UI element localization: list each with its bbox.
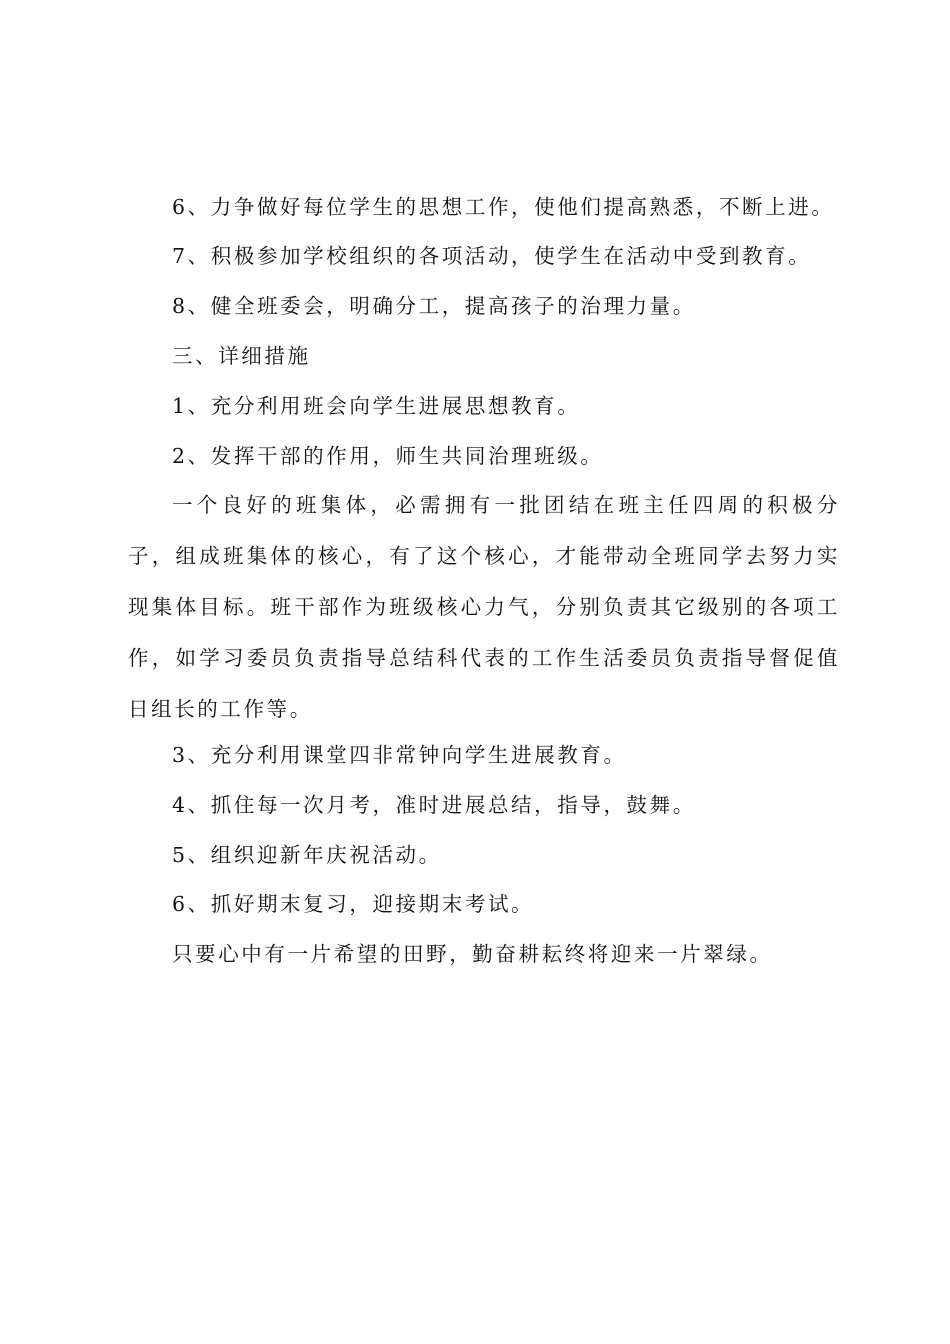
text-line-item-8: 8、健全班委会，明确分工，提高孩子的治理力量。 bbox=[172, 294, 696, 318]
closing-sentence: 只要心中有一片希望的田野，勤奋耕耘终将迎来一片翠绿。 bbox=[172, 942, 773, 966]
text-line-measure-3: 3、充分利用课堂四非常钟向学生进展教育。 bbox=[172, 743, 627, 767]
text-line-measure-2: 2、发挥干部的作用，师生共同治理班级。 bbox=[172, 444, 604, 468]
text-line-measure-4: 4、抓住每一次月考，准时进展总结，指导，鼓舞。 bbox=[172, 793, 696, 817]
body-paragraph: 一个良好的班集体，必需拥有一批团结在班主任四周的积极分子，组成班集体的核心，有了这个核心，才能带动全班同学去努力实现集体目标。班干部作为班级核心力气，分别负责其它级别的各项工作，如学习委员负责指导总结科代表的工作生活委员负责指导督促值日组长的工作等。 bbox=[128, 493, 840, 721]
text-line-measure-1: 1、充分利用班会向学生进展思想教育。 bbox=[172, 394, 581, 418]
text-line-item-7: 7、积极参加学校组织的各项活动，使学生在活动中受到教育。 bbox=[172, 244, 812, 268]
text-line-measure-5: 5、组织迎新年庆祝活动。 bbox=[172, 843, 442, 867]
text-line-measure-6: 6、抓好期末复习，迎接期末考试。 bbox=[172, 892, 535, 916]
text-line-item-6: 6、力争做好每位学生的思想工作，使他们提高熟悉，不断上进。 bbox=[172, 195, 835, 219]
section-heading: 三、详细措施 bbox=[172, 344, 311, 368]
